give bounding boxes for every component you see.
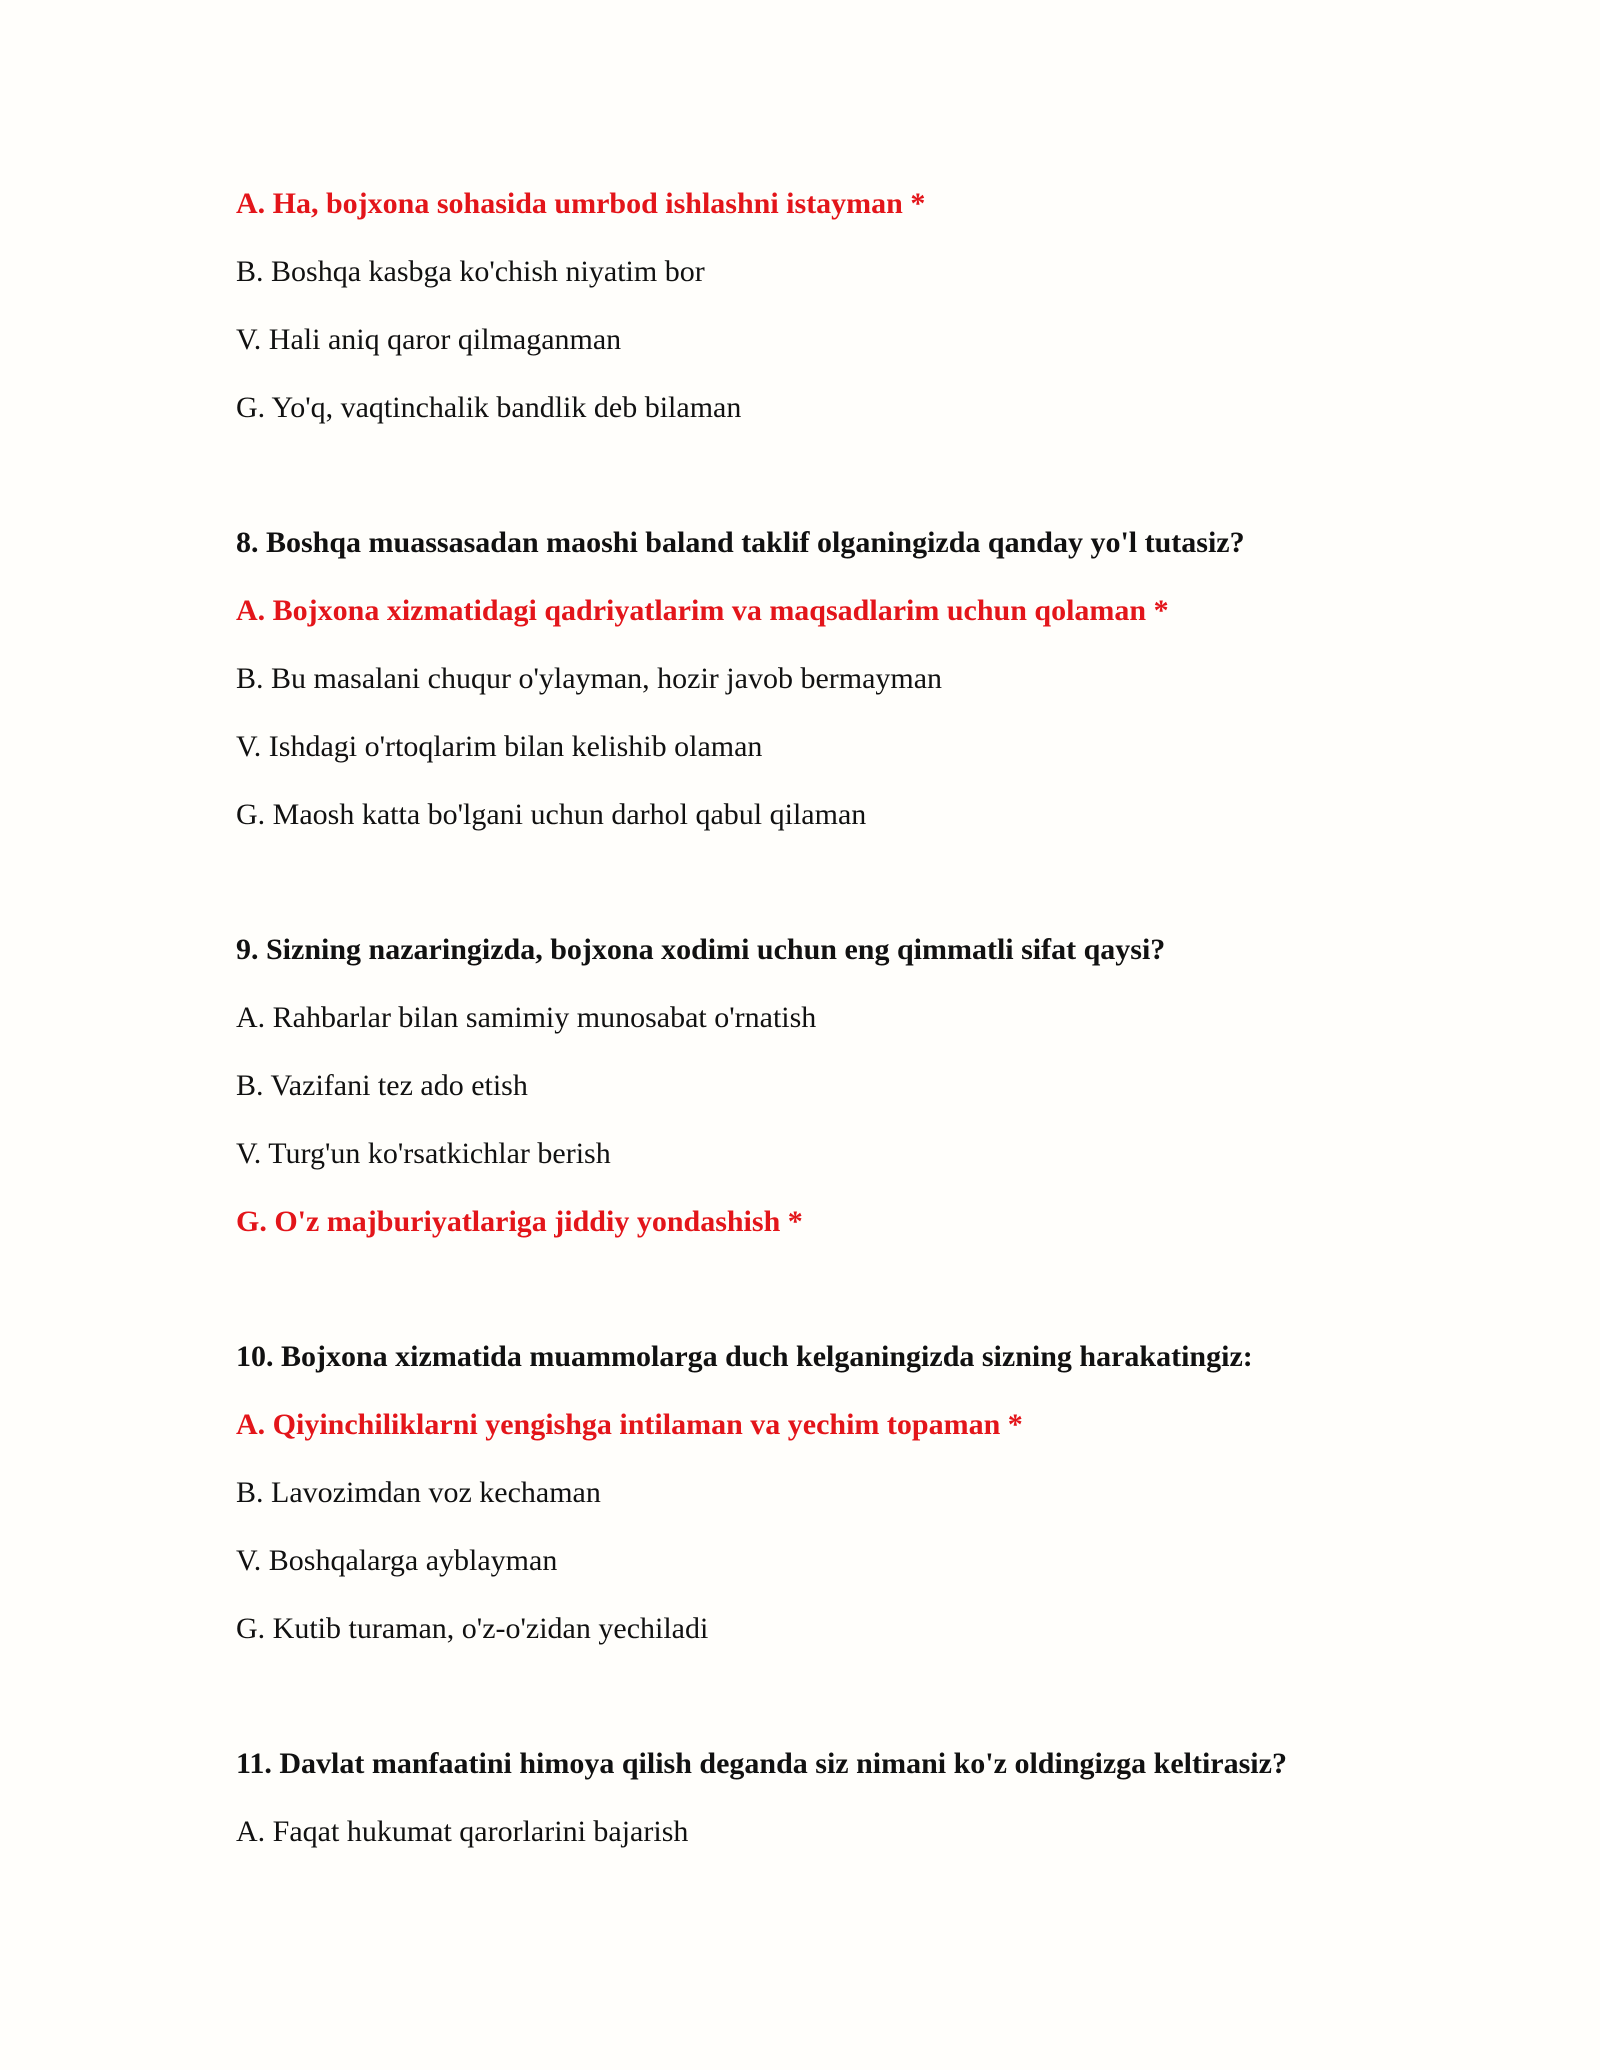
answer-option: B. Bu masalani chuqur o'ylayman, hozir javob bermayman [236, 662, 943, 695]
question-text: 8. Boshqa muassasadan maoshi baland taklif olganingizda qanday yo'l tutasiz? [236, 526, 1245, 559]
answer-option-correct: G. O'z majburiyatlariga jiddiy yondashish * [236, 1205, 803, 1238]
answer-option: V. Ishdagi o'rtoqlarim bilan kelishib olaman [236, 730, 763, 763]
question-text: 10. Bojxona xizmatida muammolarga duch kelganingizda sizning harakatingiz: [236, 1340, 1253, 1373]
answer-option: A. Rahbarlar bilan samimiy munosabat o'rnatish [236, 1001, 817, 1034]
answer-option: G. Maosh katta bo'lgani uchun darhol qabul qilaman [236, 798, 867, 831]
question-block-8 [236, 523, 1436, 835]
answer-option: G. Yo'q, vaqtinchalik bandlik deb bilaman [236, 391, 742, 424]
quiz-content [236, 184, 1436, 1852]
question-block-11 [236, 1744, 1436, 1852]
answer-option: B. Lavozimdan voz kechaman [236, 1476, 601, 1509]
answer-option: A. Faqat hukumat qarorlarini bajarish [236, 1815, 689, 1848]
answer-option: V. Hali aniq qaror qilmaganman [236, 323, 622, 356]
question-block-10 [236, 1337, 1436, 1649]
answer-option: V. Boshqalarga ayblayman [236, 1544, 558, 1577]
question-text: 11. Davlat manfaatini himoya qilish deganda siz nimani ko'z oldingizga keltirasiz? [236, 1747, 1287, 1780]
answer-option: V. Turg'un ko'rsatkichlar berish [236, 1137, 611, 1170]
question-text: 9. Sizning nazaringizda, bojxona xodimi uchun eng qimmatli sifat qaysi? [236, 933, 1166, 966]
answer-option-correct: A. Ha, bojxona sohasida umrbod ishlashni istayman * [236, 187, 926, 220]
question-block-7-continued [236, 184, 1436, 428]
answer-option-correct: A. Bojxona xizmatidagi qadriyatlarim va maqsadlarim uchun qolaman * [236, 594, 1169, 627]
answer-option: G. Kutib turaman, o'z-o'zidan yechiladi [236, 1612, 709, 1645]
answer-option-correct: A. Qiyinchiliklarni yengishga intilaman va yechim topaman * [236, 1408, 1023, 1441]
answer-option: B. Boshqa kasbga ko'chish niyatim bor [236, 255, 705, 288]
answer-option: B. Vazifani tez ado etish [236, 1069, 528, 1102]
question-block-9 [236, 930, 1436, 1242]
